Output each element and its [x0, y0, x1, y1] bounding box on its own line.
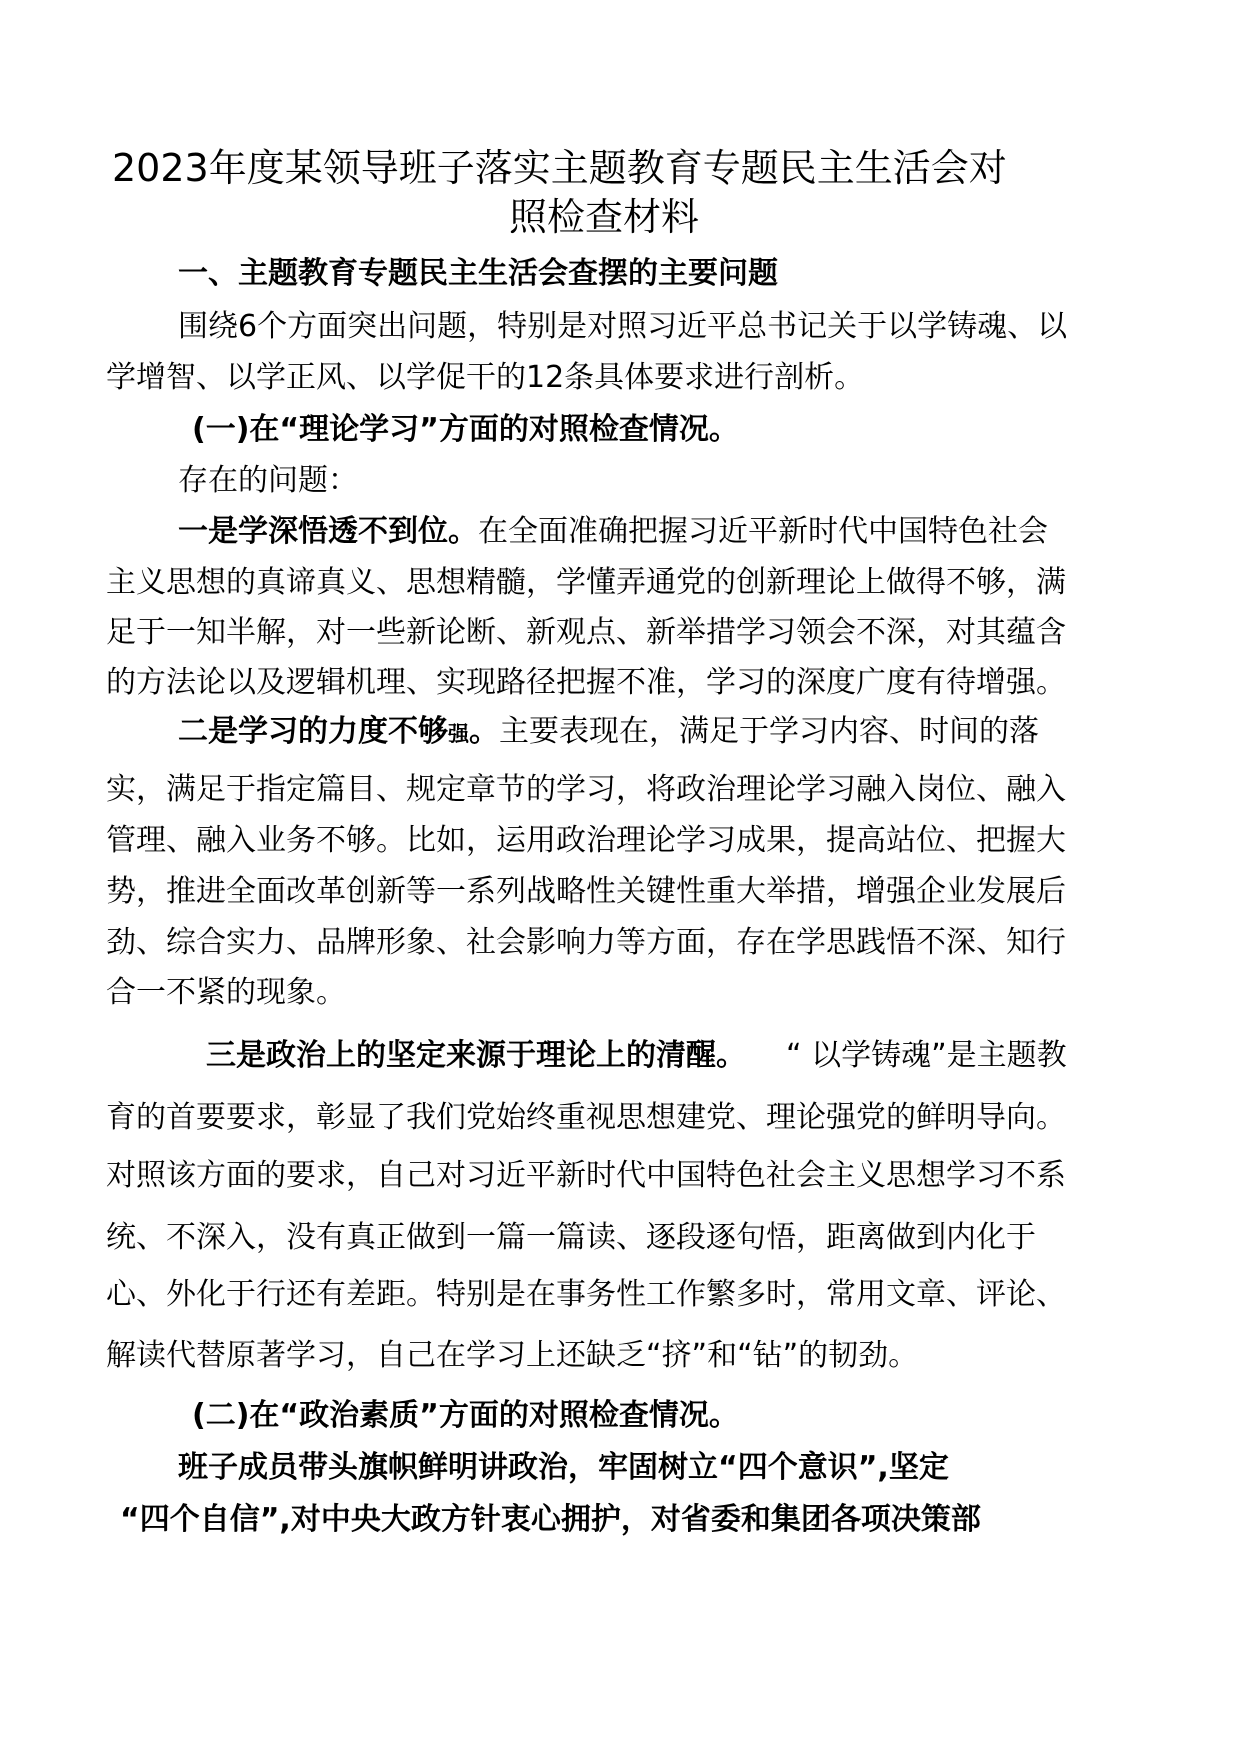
- item-2-line-2: 实，满足于指定篇目、规定章节的学习，将政治理论学习融入岗位、融入: [106, 772, 1066, 807]
- item-3-line-2: 育的首要要求，彰显了我们党始终重视思想建党、理论强党的鲜明导向。: [106, 1100, 1066, 1135]
- item-1-line-2: 主义思想的真谛真义、思想精髓，学懂弄通党的创新理论上做得不够，满: [106, 565, 1066, 600]
- subsection-2-line-1: 班子成员带头旗帜鲜明讲政治，牢固树立“四个意识”,坚定: [178, 1450, 949, 1485]
- document-title-line-2: 照检查材料: [509, 195, 700, 239]
- subsection-1-heading: (一)在“理论学习”方面的对照检查情况。: [192, 412, 739, 447]
- item-2-lead-small: 强: [448, 722, 469, 746]
- subsection-2-line-2: “四个自信”,对中央大政方针衷心拥护，对省委和集团各项决策部: [120, 1502, 981, 1537]
- item-2-lead: 二是学习的力度不够: [178, 714, 448, 749]
- item-1-lead: 一是学深悟透不到位。: [178, 514, 478, 549]
- item-3-line-3: 对照该方面的要求，自己对习近平新时代中国特色社会主义思想学习不系: [106, 1158, 1066, 1193]
- item-2-line-1: [178, 712, 1039, 754]
- item-2-line-6: 合一不紧的现象。: [106, 975, 346, 1010]
- item-1-line-4: 的方法论以及逻辑机理、实现路径把握不准，学习的深度广度有待增强。: [106, 665, 1066, 700]
- document-title-line-1: 2023年度某领导班子落实主题教育专题民主生活会对: [112, 146, 1007, 190]
- section-1-intro-line-1: 围绕6个方面突出问题，特别是对照习近平总书记关于以学铸魂、以: [178, 309, 1068, 344]
- item-3-line-6: 解读代替原著学习，自己在学习上还缺乏“挤”和“钻”的韧劲。: [106, 1338, 919, 1373]
- item-3-line-5: 心、外化于行还有差距。特别是在事务性工作繁多时，常用文章、评论、: [106, 1277, 1066, 1312]
- item-2-line-5: 劲、综合实力、品牌形象、社会影响力等方面，存在学思践悟不深、知行: [106, 925, 1066, 960]
- section-1-intro-line-2: 学增智、以学正风、以学促干的12条具体要求进行剖析。: [106, 360, 865, 395]
- section-1-heading: 一、主题教育专题民主生活会查摆的主要问题: [178, 256, 778, 291]
- item-3-lead: 三是政治上的坚定来源于理论上的清醒。: [206, 1038, 746, 1073]
- item-2-lead-end: 。: [469, 714, 499, 749]
- item-1-line-3: 足于一知半解，对一些新论断、新观点、新举措学习领会不深，对其蕴含: [106, 615, 1066, 650]
- item-2-line-4: 势，推进全面改革创新等一系列战略性关键性重大举措，增强企业发展后: [106, 874, 1066, 909]
- item-2-line-1-text: 主要表现在，满足于学习内容、时间的落: [499, 714, 1039, 749]
- subsection-2-heading: (二)在“政治素质”方面的对照检查情况。: [192, 1398, 739, 1433]
- item-3-line-4: 统、不深入，没有真正做到一篇一篇读、逐段逐句悟，距离做到内化于: [106, 1220, 1036, 1255]
- item-1-line-1-text: 在全面准确把握习近平新时代中国特色社会: [478, 514, 1048, 549]
- item-2-line-3: 管理、融入业务不够。比如，运用政治理论学习成果，提高站位、把握大: [106, 823, 1066, 858]
- item-1-line-1: [178, 512, 1048, 552]
- problems-label: 存在的问题：: [178, 463, 358, 498]
- item-3-line-1: [206, 1036, 1067, 1076]
- item-3-line-1-text: “ 以学铸魂”是主题教: [786, 1038, 1067, 1073]
